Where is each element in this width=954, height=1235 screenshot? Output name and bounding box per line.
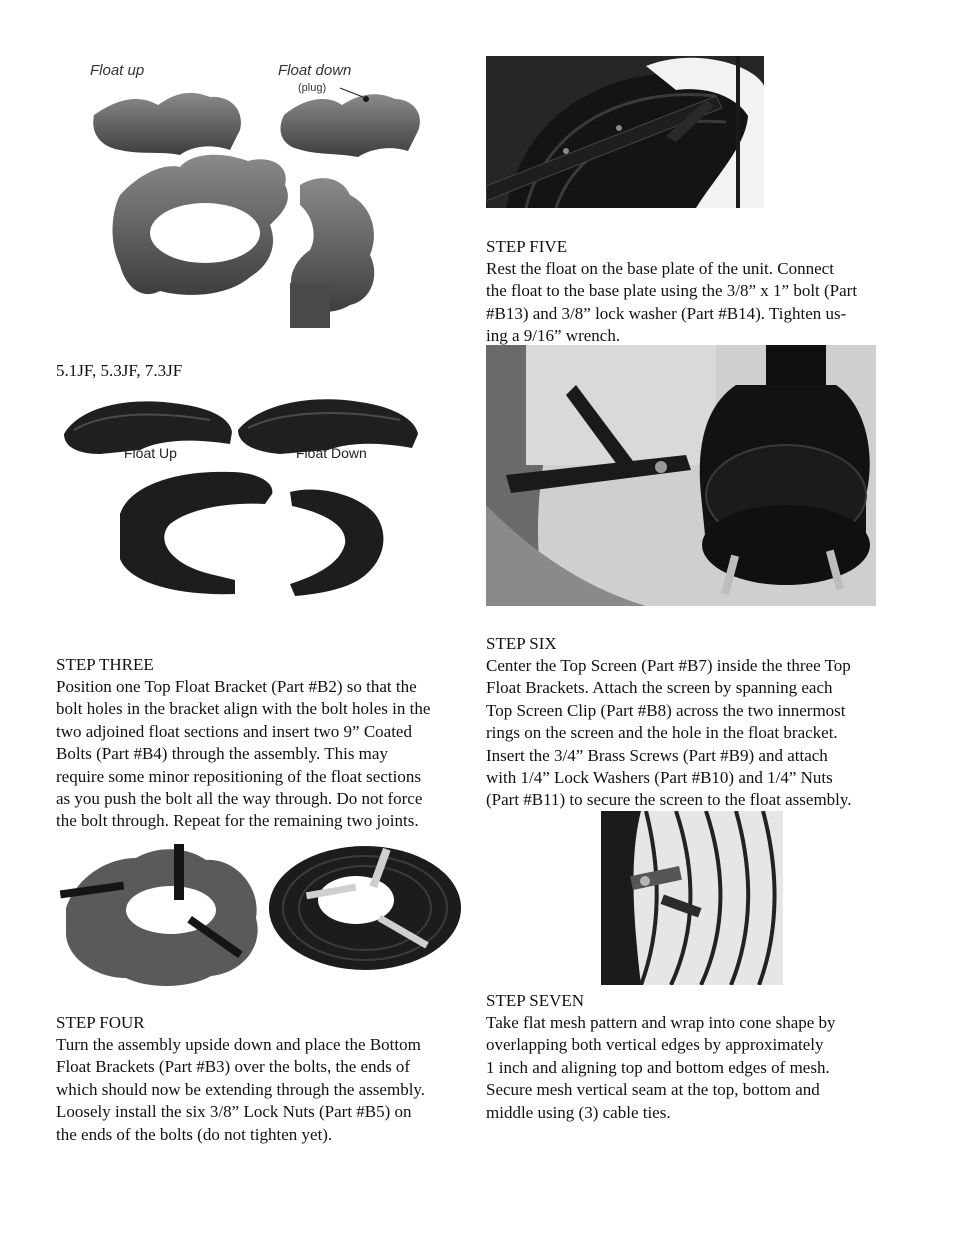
step-seven-section bbox=[486, 990, 906, 1124]
step-five-line: the float to the base plate using the 3/8” x 1” bolt (Part bbox=[486, 281, 858, 301]
step-four-line: Loosely install the six 3/8” Lock Nuts (Part #B5) on bbox=[56, 1102, 412, 1122]
step-five-line: #B13) and 3/8” lock washer (Part #B14). Tighten us- bbox=[486, 303, 847, 323]
step-seven-line: middle using (3) cable ties. bbox=[486, 1102, 671, 1122]
step-five-text bbox=[486, 258, 906, 348]
base-plate-photo bbox=[486, 56, 764, 208]
step-six-title: STEP SIX bbox=[486, 634, 557, 653]
float-down-label-2: Float Down bbox=[296, 445, 367, 461]
step-six-line: (Part #B11) to secure the screen to the float assembly. bbox=[486, 790, 852, 810]
ribbed-float-photo bbox=[60, 384, 420, 627]
step-six-line: rings on the screen and the hole in the float bracket. bbox=[486, 723, 838, 743]
step-six-text bbox=[486, 655, 926, 812]
step-three-line: the bolt through. Repeat for the remaining two joints. bbox=[56, 811, 419, 831]
float-sections-photo bbox=[80, 55, 450, 333]
step-four-title: STEP FOUR bbox=[56, 1013, 145, 1032]
float-up-label: Float up bbox=[90, 62, 145, 79]
step-five-line: Rest the float on the base plate of the unit. Connect bbox=[486, 259, 834, 278]
step-six-line: Insert the 3/4” Brass Screws (Part #B9) and attach bbox=[486, 745, 828, 765]
float-bracket-photo bbox=[486, 345, 876, 606]
step-four-line: Float Brackets (Part #B3) over the bolts, the ends of bbox=[56, 1057, 411, 1077]
step-five-section bbox=[486, 236, 906, 348]
step-five-line: ing a 9/16” wrench. bbox=[486, 326, 621, 346]
model-numbers: 5.1JF, 5.3JF, 7.3JF bbox=[56, 361, 183, 380]
step-seven-text bbox=[486, 1012, 906, 1124]
step-six-line: Top Screen Clip (Part #B8) across the two innermost bbox=[486, 700, 846, 720]
step-six-section bbox=[486, 633, 926, 812]
step-four-section bbox=[56, 1012, 476, 1146]
bracket-assembly-photo-grey bbox=[56, 838, 266, 990]
float-up-label-2: Float Up bbox=[124, 445, 177, 461]
step-six-line: Center the Top Screen (Part #B7) inside the three Top bbox=[486, 656, 851, 675]
step-six-line: Float Brackets. Attach the screen by spanning each bbox=[486, 678, 833, 698]
step-seven-line: Secure mesh vertical seam at the top, bottom and bbox=[486, 1080, 820, 1100]
float-down-label: Float down bbox=[278, 62, 352, 79]
step-five-title: STEP FIVE bbox=[486, 237, 568, 256]
step-three-line: bolt holes in the bracket align with the bolt holes in the bbox=[56, 699, 431, 719]
plug-label: (plug) bbox=[298, 82, 327, 94]
step-three-title: STEP THREE bbox=[56, 655, 154, 674]
step-three-line: require some minor repositioning of the float sections bbox=[56, 766, 421, 786]
step-three-text bbox=[56, 676, 476, 833]
step-seven-line: Take flat mesh pattern and wrap into cone shape by bbox=[486, 1013, 836, 1032]
step-six-line: with 1/4” Lock Washers (Part #B10) and 1/4” Nuts bbox=[486, 768, 833, 788]
step-three-line: Position one Top Float Bracket (Part #B2) so that the bbox=[56, 677, 417, 696]
step-three-line: Bolts (Part #B4) through the assembly. This may bbox=[56, 744, 388, 764]
step-three-section bbox=[56, 654, 476, 833]
step-four-text bbox=[56, 1034, 476, 1146]
step-four-line: which should now be extending through the assembly. bbox=[56, 1079, 426, 1099]
step-three-line: as you push the bolt all the way through. Do not force bbox=[56, 789, 423, 809]
step-seven-title: STEP SEVEN bbox=[486, 991, 585, 1010]
step-seven-line: overlapping both vertical edges by approximately bbox=[486, 1035, 824, 1055]
step-four-line: Turn the assembly upside down and place the Bottom bbox=[56, 1035, 421, 1054]
top-screen-clip-photo bbox=[601, 811, 783, 985]
step-four-line: the ends of the bolts (do not tighten yet). bbox=[56, 1124, 333, 1144]
bracket-assembly-photo-black bbox=[266, 838, 464, 978]
step-seven-line: 1 inch and aligning top and bottom edges of mesh. bbox=[486, 1057, 830, 1077]
step-three-line: two adjoined float sections and insert two 9” Coated bbox=[56, 721, 412, 741]
